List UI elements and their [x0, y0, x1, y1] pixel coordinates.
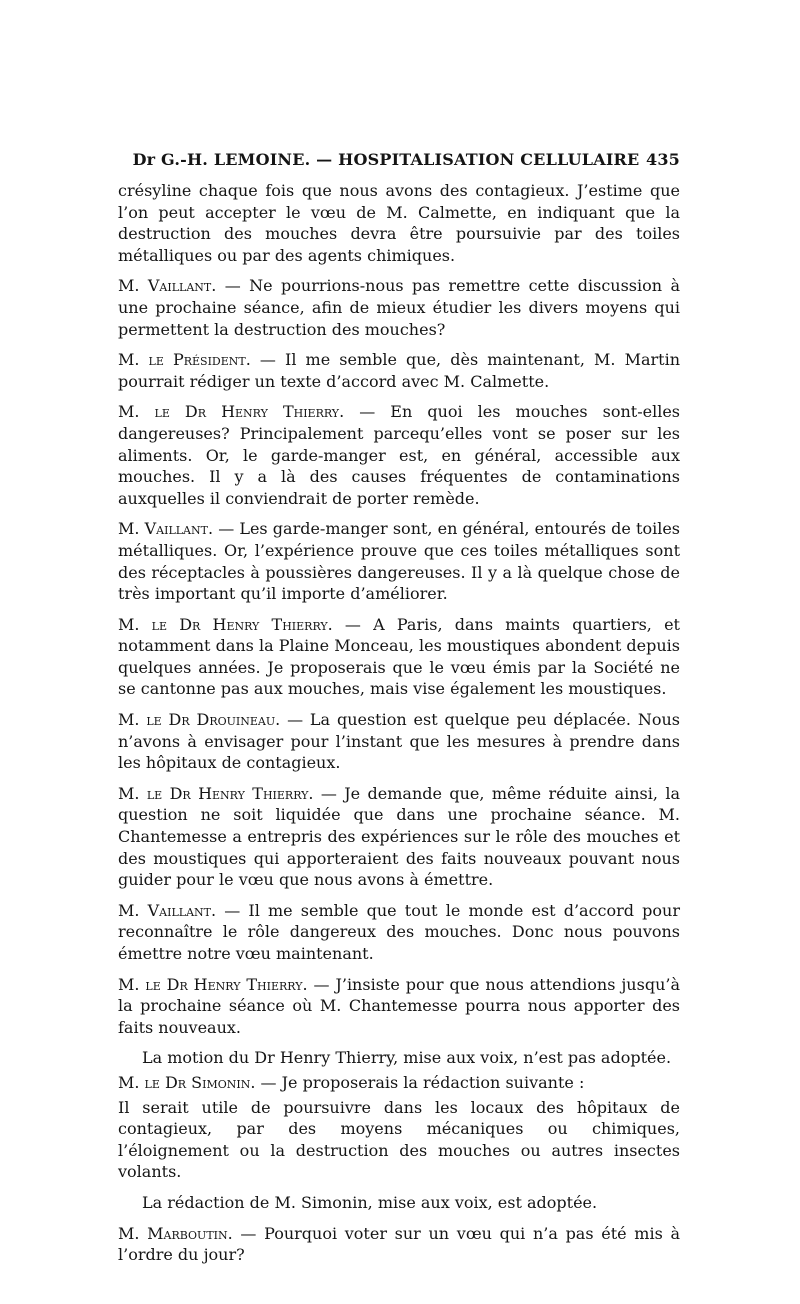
paragraph-text: — Il me semble que, dès maintenant, M. Martin pourrait rédiger un texte d’accord avec M. Calmette. — [118, 350, 680, 391]
paragraph — [118, 518, 680, 604]
paragraph-text: — Les garde-manger sont, en général, entourés de toiles métalliques. Or, l’expérience prouve que ces toiles métalliques sont des réceptacles à poussières dangereuses. Il y a là quelque chose de très important qu’il importe d’améliorer. — [118, 519, 681, 604]
paragraph — [118, 900, 680, 965]
paragraph-text: — Il me semble que tout le monde est d’accord pour reconnaître le rôle dangereux des mouches. Donc nous pouvons émettre notre vœu maintenant. — [118, 900, 681, 963]
speaker-name: M. Vaillant. — [118, 276, 217, 296]
paragraph-text: — La question est quelque peu déplacée. Nous n’avons à envisager pour l’instant que les mesures à prendre dans les hôpitaux de contagieux. — [118, 710, 680, 773]
paragraph-text: — A Paris, dans maints quartiers, et notamment dans la Plaine Monceau, les moustiques abondent depuis quelques années. Je proposerais que le vœu émis par la Société ne se cantonne pas aux mouches, mais vise également les moustiques. — [118, 614, 680, 699]
paragraph-text: — Ne pourrions-nous pas remettre cette discussion à une prochaine séance, afin de mieux étudier les divers moyens qui permettent la destruction des mouches? — [118, 276, 681, 339]
paragraph-text: — Je demande que, même réduite ainsi, la question ne soit liquidée que dans une prochaine séance. M. Chantemesse a entrepris des expériences sur le rôle des mouches et des moustiques qui apporteraient des faits nouveaux pouvant nous guider pour le vœu que nous avons à émettre. — [118, 783, 680, 890]
page-number: 435 — [646, 150, 680, 169]
paragraph-text: — Pourquoi voter sur un vœu qui n’a pas été mis à l’ordre du jour? — [118, 1223, 680, 1265]
speaker-name: M. le Dr Henry Thierry. — [118, 614, 333, 634]
paragraph — [118, 614, 680, 700]
speaker-name: M. le Dr Henry Thierry. — [118, 783, 314, 803]
paragraph — [118, 783, 680, 891]
paragraph — [118, 349, 680, 392]
paragraph — [118, 1223, 680, 1266]
motion-result — [118, 1192, 680, 1214]
paragraph-text: crésyline chaque fois que nous avons des contagieux. J’estime que l’on peut accepter le vœu de M. Calmette, en indiquant que la destruction des mouches devra être poursuivie par des toiles métalliques ou par des agents chimiques. — [118, 181, 680, 265]
paragraph-text: — J’insiste pour que nous attendions jusqu’à la prochaine séance où M. Chantemesse pourra nous apporter des faits nouveaux. — [118, 974, 680, 1037]
paragraph — [118, 974, 680, 1039]
proposed-text — [118, 1097, 680, 1183]
speaker-name: M. Vaillant. — [118, 519, 214, 539]
page-body — [118, 180, 680, 1275]
speaker-name: M. le Dr Drouineau. — [118, 710, 281, 730]
paragraph-text: — En quoi les mouches sont-elles dangereuses? Principalement parcequ’elles vont se poser sur les aliments. Or, le garde-manger est, en général, accessible aux mouches. Il y a là des causes fréquentes de contaminations auxquelles il conviendrait de porter remède. — [118, 402, 680, 508]
speaker-name: M. le Président. — [118, 350, 251, 370]
paragraph — [118, 401, 680, 509]
speaker-name: M. le Dr Henry Thierry. — [118, 974, 308, 994]
motion-result — [118, 1047, 680, 1069]
speaker-name: M. le Dr Simonin. — [118, 1072, 256, 1092]
paragraph — [118, 709, 680, 774]
paragraph-text: La motion du Dr Henry Thierry, mise aux voix, n’est pas adoptée. — [142, 1048, 672, 1068]
running-header — [118, 150, 680, 169]
speaker-name: M. le Dr Henry Thierry. — [118, 402, 345, 422]
speaker-name: M. Marboutin. — [118, 1223, 233, 1243]
paragraph — [118, 1072, 680, 1094]
paragraph — [118, 275, 680, 340]
paragraph-text: — Je proposerais la rédaction suivante : — [255, 1072, 585, 1092]
paragraph-text: Il serait utile de poursuivre dans les locaux des hôpitaux de contagieux, par des moyens mécaniques ou chimiques, l’éloignement ou la destruction des mouches ou autres insectes volants. — [118, 1097, 680, 1182]
running-title: Dr G.-H. LEMOINE. — HOSPITALISATION CELLULAIRE — [132, 150, 640, 169]
paragraph — [118, 180, 680, 266]
speaker-name: M. Vaillant. — [118, 900, 217, 920]
paragraph-text: La rédaction de M. Simonin, mise aux voix, est adoptée. — [142, 1192, 598, 1212]
